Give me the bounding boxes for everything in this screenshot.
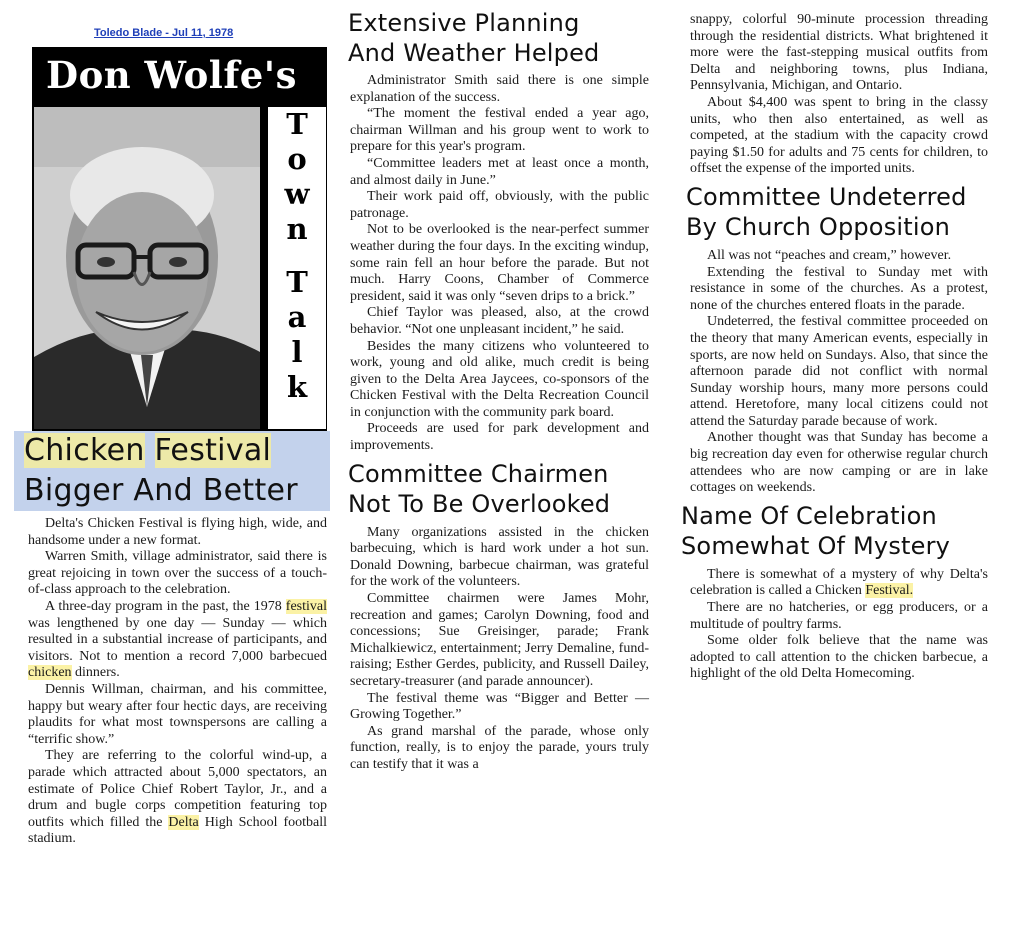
headline-word-chicken: Chicken	[24, 433, 145, 468]
subhead-line: Extensive Planning	[348, 9, 580, 37]
vertical-letter: T	[286, 107, 308, 141]
subhead-line: Committee Undeterred	[686, 182, 967, 211]
paragraph	[28, 748, 327, 848]
paragraph	[28, 599, 327, 682]
subhead-chairmen	[348, 459, 649, 519]
subhead-church	[686, 182, 988, 242]
paragraph: Committee chairmen were James Mohr, recreation and games; Carolyn Downing, food and concessions; Sue Greisinger, parade; Frank Michalkiewicz, entertainment; Jerry Demaline, fund-raising; Esther Gerdes, publicity, and Russell Dailey, secretary-treasurer (and parade announcer).	[350, 591, 649, 689]
headline-word-festival: Festival	[154, 433, 272, 468]
paragraph: Delta's Chicken Festival is flying high, wide, and handsome under a new format.	[28, 516, 327, 548]
paragraph: Chief Taylor was pleased, also, at the crowd behavior. “Not one unpleasant incident,” he said.	[350, 305, 649, 337]
subhead-planning	[348, 8, 600, 68]
vertical-letter: k	[286, 370, 308, 404]
highlighted-word: festival	[285, 598, 327, 614]
paragraph: Extending the festival to Sunday met with resistance in some of the churches. As a protest, none of the churches entered floats in the parade.	[690, 264, 988, 313]
vertical-letter: w	[284, 177, 310, 211]
paragraph	[690, 567, 988, 600]
paragraph: Not to be overlooked is the near-perfect summer weather during the four days. In the exciting windup, some rain fell an hour before the parade. But not much. Harry Coons, Chamber of Commerce president, said it was only “seven drips to a brick.”	[350, 222, 649, 304]
paragraph: Proceeds are used for park development and improvements.	[350, 421, 649, 454]
vertical-letter: T	[286, 265, 308, 299]
highlighted-word: Festival.	[865, 583, 914, 599]
main-headline	[14, 431, 330, 511]
paragraph: Administrator Smith said there is one simple explanation of the success.	[350, 73, 649, 105]
paragraph: Their work paid off, obviously, with the public patronage.	[350, 189, 649, 221]
subhead-line: Not To Be Overlooked	[348, 489, 611, 518]
highlighted-word: chicken	[28, 665, 72, 681]
text-run: dinners.	[75, 665, 120, 681]
subhead-line: And Weather Helped	[348, 39, 600, 67]
vertical-letter: a	[287, 300, 307, 334]
paragraph: Undeterred, the festival committee proceeded on the theory that many American events, especially in sports, are now held on Sundays. Also, that since the afternoon parade did not conflict with normal Sunday worship hours, many more persons could attend. Heretofore, many local citizens could not attend the Saturday parade because of work.	[690, 314, 988, 429]
paragraph: “The moment the festival ended a year ago, chairman Willman and his group went to work to prepare for this year's program.	[350, 106, 649, 155]
subhead-line: By Church Opposition	[686, 212, 951, 241]
paragraph: Dennis Willman, chairman, and his committee, happy but weary after four hectic days, are receiving plaudits for what most townspersons are calling a “terrific show.”	[28, 681, 327, 747]
paragraph: “Committee leaders met at least once a month, and almost daily in June.”	[350, 155, 649, 188]
paragraph: Besides the many citizens who volunteered to work, young and old alike, much credit is being given to the Delta Area Jaycees, co-sponsors of the Chicken Festival with the Delta Recreation Council in conjunction with the community park board.	[350, 338, 649, 420]
subhead-line: Somewhat Of Mystery	[681, 531, 951, 560]
article-column-3	[681, 12, 988, 683]
text-run: High School football stadium.	[28, 814, 328, 847]
paragraph: There are no hatcheries, or egg producers, or a multitude of poultry farms.	[690, 600, 988, 632]
vertical-letter: l	[291, 335, 303, 369]
paragraph: Many organizations assisted in the chicken barbecuing, which is hard work under a hot sun. Donald Downing, barbecue chairman, was grateful for the work of the volunteers.	[350, 524, 649, 590]
subhead-line: Name Of Celebration	[681, 501, 937, 530]
paragraph: Another thought was that Sunday has become a big recreation day even for otherwise regular church attendees who are now camping or are in lake cottages on weekends.	[690, 430, 988, 496]
article-column-1	[28, 516, 327, 848]
text-run: A three-day program in the past, the 1978	[45, 598, 282, 614]
headline-line-1	[24, 433, 271, 468]
text-run: was lengthened by one day — Sunday — which resulted in a substantial increase of participants, and visitors. Not to mention a record 7,000 barbecued	[28, 615, 327, 664]
paragraph: Some older folk believe that the name was adopted to call attention to the chicken barbecue, a highlight of the old Delta Homecoming.	[690, 633, 988, 682]
paragraph: The festival theme was “Bigger and Better — Growing Together.”	[350, 690, 649, 723]
text-run: There is somewhat of a mystery of why Delta's celebration is called a Chicken	[690, 566, 988, 599]
text-run: They are referring to the colorful wind-up, a parade which attracted about 5,000 spectators, an estimate of Police Chief Robert Taylor, Jr., and a drum and bugle corps competition featuring top outfits which filled the	[28, 748, 327, 830]
paragraph: Warren Smith, village administrator, said there is great rejoicing in town over the success of a touch-of-class approach to the celebration.	[28, 549, 327, 598]
highlighted-word: Delta	[168, 814, 199, 830]
subhead-mystery	[681, 501, 988, 561]
subhead-line: Committee Chairmen	[348, 459, 609, 488]
portrait-image	[34, 107, 260, 429]
paragraph: As grand marshal of the parade, whose only function, really, is to enjoy the parade, yours truly can testify that it was a	[350, 723, 649, 772]
source-link[interactable]: Toledo Blade - Jul 11, 1978	[94, 27, 234, 39]
paragraph: All was not “peaches and cream,” however.	[707, 247, 952, 263]
paragraph: snappy, colorful 90-minute procession threading through the residential districts. What brightened it more were the fast-stepping musical outfits from Delta and neighboring towns, plus Indiana, Pennsylvania, Michigan, and Ontario.	[690, 12, 988, 94]
town-talk-vertical-title	[268, 107, 326, 429]
paragraph: About $4,400 was spent to bring in the classy units, who then also entertained, as well as competed, at the stadium with the capacity crowd paying $1.50 for adults and 75 cents for children, to offset the expense of the imported units.	[690, 94, 988, 177]
vertical-letter: o	[287, 142, 307, 176]
column-masthead	[32, 47, 327, 431]
columnist-photo	[34, 107, 260, 429]
masthead-title: Don Wolfe's	[46, 53, 297, 97]
vertical-letter: n	[286, 212, 308, 246]
headline-line-2: Bigger And Better	[24, 473, 298, 508]
article-column-2	[350, 73, 649, 774]
